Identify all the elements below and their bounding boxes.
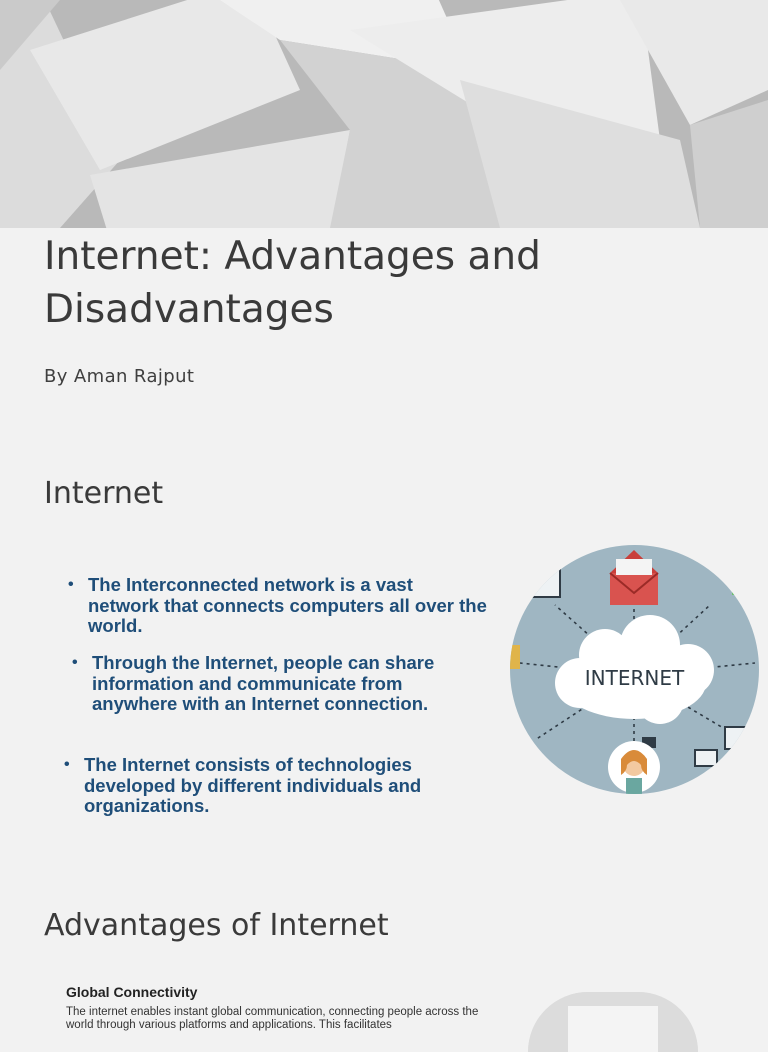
- advantage-thumbnail-image: [528, 992, 698, 1052]
- bullet-text: The Interconnected network is a vast network that connects computers all over the world.: [88, 574, 487, 636]
- bullet-dot-icon: •: [64, 756, 70, 773]
- internet-image-label: INTERNET: [584, 666, 685, 690]
- advantage-item-body: The internet enables instant global communication, connecting people across the world through various platforms and applications. This facilitates: [66, 1006, 479, 1031]
- bullet-text: Through the Internet, people can share information and communicate from anywhere with an Internet connection.: [92, 652, 435, 714]
- bullet-dot-icon: •: [72, 654, 78, 671]
- bullet-item: [68, 574, 488, 637]
- bullet-text: The Internet consists of technologies developed by different individuals and organizations.: [84, 754, 422, 816]
- bullet-item: [72, 652, 442, 715]
- author-byline: By Aman Rajput: [44, 366, 195, 387]
- advantage-item-title: Global Connectivity: [66, 984, 198, 1000]
- bullet-item: [64, 754, 454, 817]
- bullet-dot-icon: •: [68, 576, 74, 593]
- internet-illustration: [510, 545, 759, 794]
- internet-heading: Internet: [44, 476, 164, 511]
- hero-paper-image: [0, 0, 768, 228]
- advantages-heading: Advantages of Internet: [44, 908, 389, 943]
- slide-title: Internet: Advantages and Disadvantages: [44, 234, 541, 332]
